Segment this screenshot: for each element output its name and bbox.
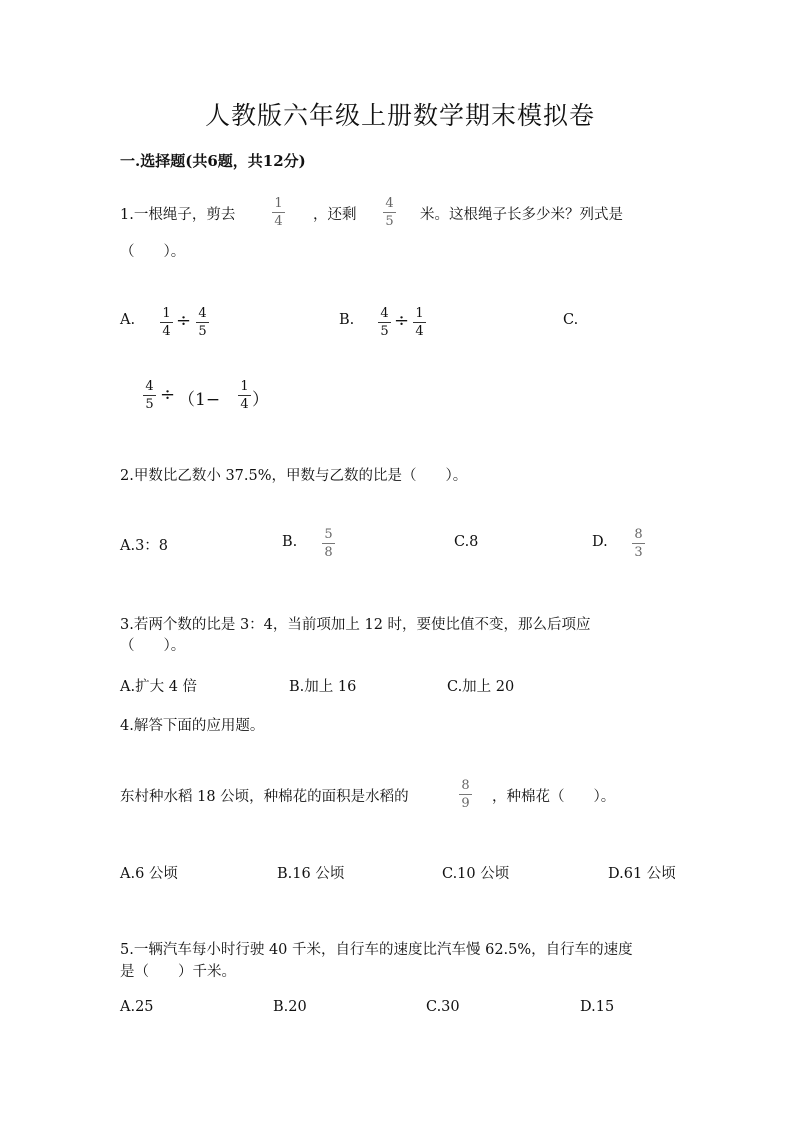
q4-option-a[interactable]: A.6 公顷 xyxy=(120,866,178,882)
fraction-numerator: 1 xyxy=(162,306,171,321)
fraction-denominator: 4 xyxy=(274,214,283,229)
fraction-denominator: 3 xyxy=(634,545,643,560)
option-fraction xyxy=(413,306,426,339)
q2-text: 2.甲数比乙数小 37.5%，甲数与乙数的比是（ ）。 xyxy=(120,468,468,484)
fraction-denominator: 4 xyxy=(240,397,249,412)
q1-answer-blank: （ ）。 xyxy=(120,244,186,260)
q2-option-a[interactable]: A.3：8 xyxy=(120,538,169,554)
divide-sign: ÷ xyxy=(394,310,410,331)
q4-body-part2: ，种棉花（ ）。 xyxy=(492,789,616,805)
fraction-denominator: 8 xyxy=(324,545,333,560)
q2-option-c[interactable]: C.8 xyxy=(454,534,479,550)
q3-text-line2: （ ）。 xyxy=(120,638,186,654)
option-fraction xyxy=(160,306,173,339)
q4-fraction xyxy=(459,778,472,811)
fraction-numerator: 4 xyxy=(385,196,394,211)
fraction-numerator: 1 xyxy=(240,379,249,394)
option-fraction xyxy=(322,527,335,560)
fraction-numerator: 4 xyxy=(198,306,207,321)
fraction-denominator: 9 xyxy=(461,796,470,811)
q1-text-part2: ，还剩 xyxy=(313,207,357,223)
q1-fraction-remain xyxy=(383,196,396,229)
fraction-numerator: 8 xyxy=(461,778,470,793)
page-title: 人教版六年级上册数学期末模拟卷 xyxy=(204,101,595,130)
right-paren: ） xyxy=(252,390,269,410)
left-paren-expression: （1− xyxy=(178,390,221,410)
q4-body-part1: 东村种水稻 18 公顷，种棉花的面积是水稻的 xyxy=(120,789,409,805)
q5-option-a[interactable]: A.25 xyxy=(120,999,154,1015)
option-label: D. xyxy=(592,534,608,550)
q5-option-d[interactable]: D.15 xyxy=(580,999,615,1015)
fraction-denominator: 4 xyxy=(162,324,171,339)
q5-option-b[interactable]: B.20 xyxy=(273,999,307,1015)
q3-option-c[interactable]: C.加上 20 xyxy=(447,679,515,695)
divide-sign: ÷ xyxy=(176,310,192,331)
q1-text-part3: 米。这根绳子长多少米？列式是 xyxy=(420,207,623,223)
fraction-numerator: 4 xyxy=(380,306,389,321)
option-fraction xyxy=(378,306,391,339)
q3-text-line1: 3.若两个数的比是 3：4，当前项加上 12 时，要使比值不变，那么后项应 xyxy=(120,617,591,633)
q4-option-b[interactable]: B.16 公顷 xyxy=(277,866,345,882)
option-fraction xyxy=(632,527,645,560)
option-fraction xyxy=(143,379,156,412)
fraction-numerator: 8 xyxy=(634,527,643,542)
q4-text: 4.解答下面的应用题。 xyxy=(120,718,265,734)
q4-option-d[interactable]: D.61 公顷 xyxy=(608,866,676,882)
fraction-numerator: 4 xyxy=(145,379,154,394)
fraction-numerator: 1 xyxy=(415,306,424,321)
fraction-denominator: 5 xyxy=(145,397,154,412)
option-fraction xyxy=(196,306,209,339)
q1-fraction-cut xyxy=(272,196,285,229)
fraction-numerator: 5 xyxy=(324,527,333,542)
q4-option-c[interactable]: C.10 公顷 xyxy=(442,866,510,882)
fraction-denominator: 4 xyxy=(415,324,424,339)
fraction-denominator: 5 xyxy=(385,214,394,229)
q1-text-part1: 1.一根绳子，剪去 xyxy=(120,207,236,223)
option-label: A. xyxy=(120,312,136,328)
q3-option-b[interactable]: B.加上 16 xyxy=(289,679,357,695)
fraction-denominator: 5 xyxy=(380,324,389,339)
option-label: B. xyxy=(282,534,298,550)
q3-option-a[interactable]: A.扩大 4 倍 xyxy=(120,679,198,695)
q5-option-c[interactable]: C.30 xyxy=(426,999,460,1015)
fraction-numerator: 1 xyxy=(274,196,283,211)
option-label: B. xyxy=(339,312,355,328)
option-fraction xyxy=(238,379,251,412)
fraction-denominator: 5 xyxy=(198,324,207,339)
section-heading: 一.选择题(共6题，共12分) xyxy=(120,152,306,170)
q5-text-line1: 5.一辆汽车每小时行驶 40 千米，自行车的速度比汽车慢 62.5%，自行车的速度 xyxy=(120,942,633,958)
q5-text-line2: 是（ ）千米。 xyxy=(120,964,236,980)
option-label: C. xyxy=(563,312,579,328)
divide-sign: ÷ xyxy=(160,384,176,405)
